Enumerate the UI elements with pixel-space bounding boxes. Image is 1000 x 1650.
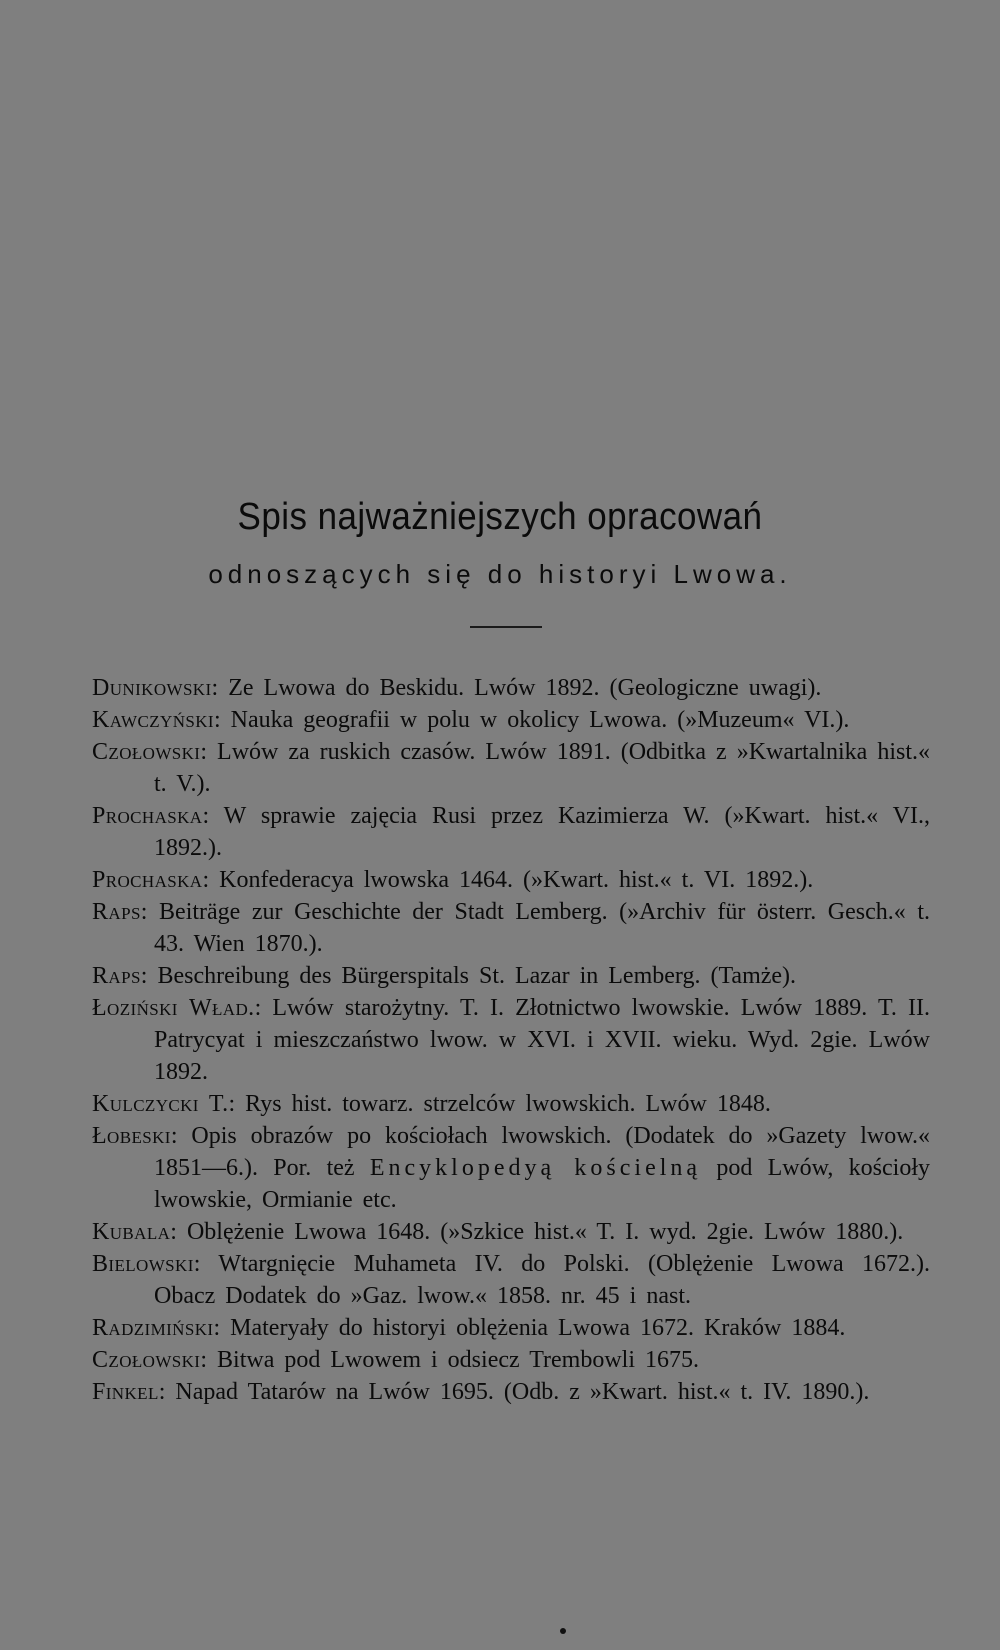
entry-author: Prochaska: [92, 803, 203, 829]
entry-text-tail: pod Lwów, kościoły lwowskie, Ormianie etc.: [154, 1155, 931, 1213]
entry-author: Raps: [92, 963, 141, 989]
entry-text: : Lwów starożytny. T. I. Złotnictwo lwowskie. Lwów 1889. T. II. Patrycyat i mieszczaństwo lwow. w XVI. i XVII. wieku. Wyd. 2gie. Lwów 1892.: [154, 995, 930, 1085]
entry-text: : Opis obrazów po kościołach lwowskich. (Dodatek do »Gazety lwow.« 1851—6.). Por. też: [154, 1123, 930, 1181]
entry-text: : Lwów za ruskich czasów. Lwów 1891. (Odbitka z »Kwartalnika hist.« t. V.).: [154, 739, 930, 797]
bibliography-entry: [92, 1312, 930, 1344]
bibliography-entry: [92, 1216, 930, 1248]
entry-text: : Napad Tatarów na Lwów 1695. (Odb. z »Kwart. hist.« t. IV. 1890.).: [158, 1379, 870, 1405]
entry-text: : W sprawie zajęcia Rusi przez Kazimierza W. (»Kwart. hist.« VI., 1892.).: [154, 803, 930, 861]
bibliography-entry: [92, 1088, 930, 1120]
bibliography-entry: [92, 864, 930, 896]
bibliography-entry: [92, 736, 930, 800]
entry-author: Czołowski: [92, 739, 201, 765]
entry-text: : Oblężenie Lwowa 1648. (»Szkice hist.« T. I. wyd. 2gie. Lwów 1880.).: [170, 1219, 904, 1245]
page-mark: [560, 1628, 566, 1634]
entry-author: Łobeski: [92, 1123, 171, 1149]
entry-author: Kulczycki T.: [92, 1091, 229, 1117]
bibliography-entry: [92, 704, 930, 736]
page-title: Spis najważniejszych opracowań: [237, 496, 763, 538]
entry-author: Dunikowski: [92, 675, 212, 701]
title-divider: [470, 626, 542, 628]
entry-author: Raps: [92, 899, 141, 925]
entry-author: Finkel: [92, 1379, 159, 1405]
bibliography-entry: [92, 1120, 930, 1216]
entry-author: Radzimiński: [92, 1315, 214, 1341]
bibliography-entry: [92, 800, 930, 864]
bibliography-entry: [92, 896, 930, 960]
entry-author: Łoziński Wład.: [92, 995, 255, 1021]
entry-text: : Beschreibung des Bürgerspitals St. Lazar in Lemberg. (Tamże).: [140, 963, 797, 989]
page-subtitle: odnoszących się do historyi Lwowa.: [208, 559, 792, 589]
entry-text: : Beiträge zur Geschichte der Stadt Lemberg. (»Archiv für österr. Gesch.« t. 43. Wien 1870.).: [140, 899, 930, 957]
bibliography-entry: [92, 1248, 930, 1312]
entry-author: Bielowski: [92, 1251, 194, 1277]
bibliography-entry: [92, 960, 930, 992]
bibliography-entry: [92, 672, 930, 704]
entry-text: : Ze Lwowa do Beskidu. Lwów 1892. (Geologiczne uwagi).: [211, 675, 822, 701]
entry-emphasis: Encyklopedyą kościelną: [369, 1155, 702, 1181]
entry-text: : Wtargnięcie Muhameta IV. do Polski. (Oblężenie Lwowa 1672.). Obacz Dodatek do »Gaz. lwow.« 1858. nr. 45 i nast.: [154, 1251, 930, 1309]
bibliography-entry: [92, 1376, 930, 1408]
entry-text: : Rys hist. towarz. strzelców lwowskich. Lwów 1848.: [228, 1091, 771, 1117]
entry-author: Czołowski: [92, 1347, 201, 1373]
entry-author: Kubala: [92, 1219, 171, 1245]
entry-text: : Nauka geografii w polu w okolicy Lwowa. (»Muzeum« VI.).: [213, 707, 850, 733]
bibliography-list: [92, 672, 930, 1408]
entry-text: : Konfederacya lwowska 1464. (»Kwart. hist.« t. VI. 1892.).: [202, 867, 814, 893]
bibliography-entry: [92, 1344, 930, 1376]
entry-author: Kawczyński: [92, 707, 214, 733]
bibliography-entry: [92, 992, 930, 1088]
entry-text: : Materyały do historyi oblężenia Lwowa 1672. Kraków 1884.: [213, 1315, 846, 1341]
entry-author: Prochaska: [92, 867, 203, 893]
entry-text: : Bitwa pod Lwowem i odsiecz Trembowli 1675.: [200, 1347, 700, 1373]
